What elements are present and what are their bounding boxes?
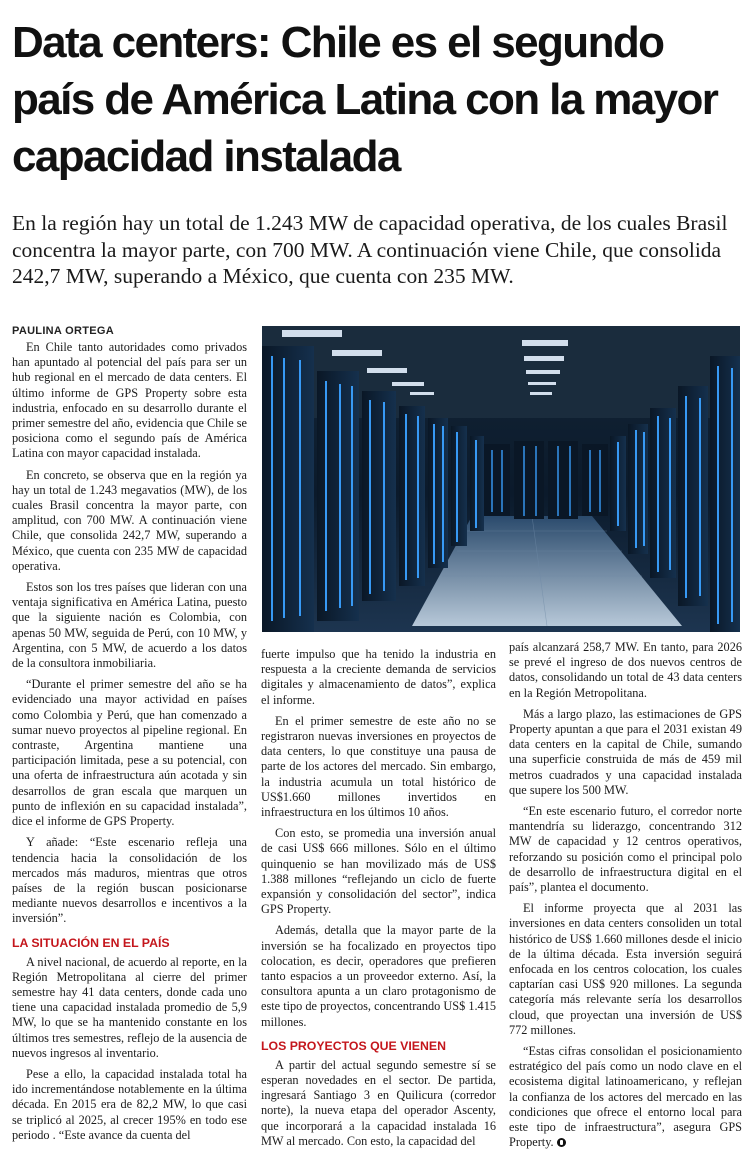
article-column-1	[12, 324, 247, 1143]
lead-paragraph: En la región hay un total de 1.243 MW de capacidad operativa, de los cuales Brasil concentra la mayor parte, con 700 MW. A continuación viene Chile, que consolida 242,7 MW, superando a México, que cuenta con 235 MW.	[12, 211, 728, 288]
paragraph: En Chile tanto autoridades como privados han apuntado al potencial del país para ser un hub regional en el mercado de data centers. El último informe de GPS Property sobre esta industria, enfocado en su desarrollo durante el primer semestre del año, evidencia que Chile se posiciona como el segundo país de América Latina con mayor capacidad instalada.	[12, 340, 247, 461]
paragraph: “Durante el primer semestre del año se ha evidenciado una mayor actividad en países como Colombia y Perú, que han comenzado a sumar nuevo proyectos al pipeline regional. En contraste, Argentina mantiene una participación limitada, pese a su potencial, con una oferta de infraestructura aún acotada y sin desarrollos de gran escala que marquen un punto de inflexión en su capacidad instalada”, dice el informe de GPS Property.	[12, 677, 247, 829]
paragraph: Con esto, se promedia una inversión anual de casi US$ 666 millones. Sólo en el último quinquenio se han movilizado más de US$ 1.388 millones “reflejando un ciclo de fuerte expansión y consolidación del sector”, indica GPS Property.	[261, 826, 496, 917]
paragraph: Más a largo plazo, las estimaciones de GPS Property apuntan a que para el 2031 existan 49 data centers en la capital de Chile, sumando una superficie construida de más de 459 mil metros cuadrados y una capacidad instalada que supere los 500 MW.	[509, 706, 742, 797]
paragraph: En concreto, se observa que en la región ya hay un total de 1.243 megavatios (MW), de los cuales Brasil concentra la mayor parte, con amplitud, con 700 MW. A continuación viene Chile, que consolida 242,7 MW, superando a México, que cuenta con 235 MW de capacidad operativa.	[12, 467, 247, 573]
paragraph: El informe proyecta que al 2031 las inversiones en data centers consoliden un total histórico de US$ 1.660 millones desde el inicio de la última década. Esta inversión seguirá enfocada en los centros colocation, los cuales captarían casi US$ 920 millones. La segunda categoría más relevante sería los desarrollos cloud, que proyectan una inversión de US$ 772 millones.	[509, 901, 742, 1037]
data-center-photo	[262, 326, 740, 632]
paragraph: Y añade: “Este escenario refleja una tendencia hacia la consolidación de los mercados más maduros, mientras que otros países de la región buscan posicionarse mediante nuevos desarrollos e incentivos a la inversión”.	[12, 835, 247, 926]
paragraph: “En este escenario futuro, el corredor norte mantendría su liderazgo, concentrando 312 MW de capacidad y 12 centros operativos, reforzando su posición como el principal polo de desarrollo de infraestructura digital en el país”, plantea el documento.	[509, 804, 742, 895]
end-mark-icon	[557, 1138, 566, 1147]
paragraph: país alcanzará 258,7 MW. En tanto, para 2026 se prevé el ingreso de dos nuevos centros de datos, consolidando un total de 43 data centers en la Región Metropolitana.	[509, 640, 742, 700]
article-column-3	[509, 640, 742, 1151]
headline: Data centers: Chile es el segundo país de América Latina con la mayor capacidad instalada	[12, 18, 718, 181]
paragraph: A nivel nacional, de acuerdo al reporte, en la Región Metropolitana al cierre del primer semestre hay 41 data centers, donde cada uno tiene una capacidad instalada promedio de 5,9 MW, lo que se ha mantenido constante en los últimos tres semestres, reflejo de la ausencia de nuevos ingresos al inventario.	[12, 954, 247, 1060]
subheading-situacion: LA SITUACIÓN EN EL PAÍS	[12, 935, 170, 950]
paragraph	[509, 1044, 742, 1150]
subheading-proyectos: LOS PROYECTOS QUE VIENEN	[261, 1038, 446, 1053]
article-column-2	[261, 647, 496, 1149]
paragraph: A partir del actual segundo semestre sí se esperan novedades en el sector. De partida, ingresará Santiago 3 en Quilicura (corredor norte), la nueva etapa del operador Ascenty, que incorporará a la capacidad instalada 16 MW al mercado. Con esto, la capacidad del	[261, 1057, 496, 1148]
paragraph: Pese a ello, la capacidad instalada total ha ido incrementándose notablemente en la última década. En 2015 era de 82,2 MW, lo que casi se triplicó al 2025, al crecer 195% en todo ese periodo . “Este avance da cuenta del	[12, 1066, 247, 1142]
paragraph: Estos son los tres países que lideran con una ventaja significativa en América Latina, puesto que la siguiente nación es Colombia, con apenas 50 MW, seguida de Perú, con 10 MW, y Argentina, con 5 MW, de acuerdo a los datos de la consultora inmobiliaria.	[12, 580, 247, 671]
byline: PAULINA ORTEGA	[12, 325, 114, 337]
paragraph: fuerte impulso que ha tenido la industria en respuesta a la creciente demanda de servicios digitales y almacenamiento de datos”, explica el informe.	[261, 647, 496, 707]
paragraph: En el primer semestre de este año no se registraron nuevas inversiones en proyectos de data centers, lo que constituye una pausa de parte de los actores del mercado. Sin embargo, la industria acumula un total histórico de US$1.660 millones invertidos en infraestructura en los últimos 10 años.	[261, 713, 496, 820]
paragraph: Además, detalla que la mayor parte de la inversión se ha focalizado en proyectos tipo colocation, es decir, operadores que prefieren tanto espacios a un proveedor externo. Así, la consultora apunta a un claro protagonismo de este tipo de proyectos, concentrando US$ 1.415 millones.	[261, 923, 496, 1029]
closing-text: “Estas cifras consolidan el posicionamiento estratégico del país como un nodo clave en el ecosistema digital latinoamericano, y reflejan la confianza de los actores del mercado en las condiciones que ofrece el entorno local para este tipo de infraestructura”, asegura GPS Property.	[509, 1044, 742, 1150]
